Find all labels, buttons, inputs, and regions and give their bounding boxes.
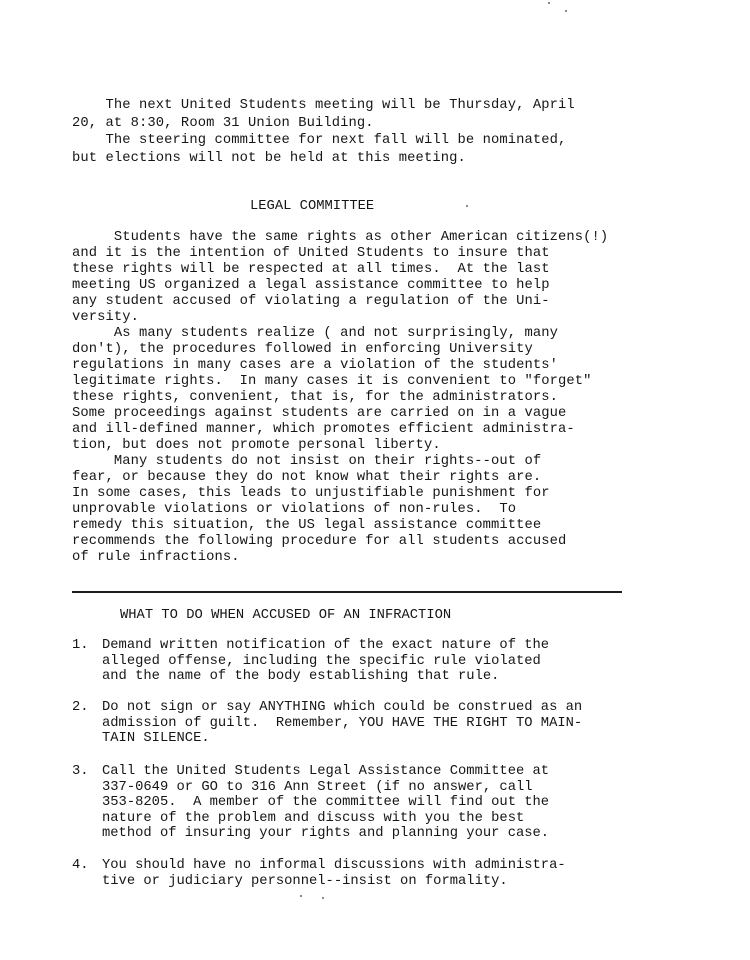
scan-speck: [466, 205, 468, 207]
list-item-number: 4.: [72, 858, 89, 873]
body-line: recommends the following procedure for all students accused: [72, 534, 567, 549]
list-item: [72, 858, 672, 892]
body-line: these rights, convenient, that is, for the administrators.: [72, 390, 559, 405]
body-line: of rule infractions.: [72, 550, 240, 565]
body-line: versity.: [72, 310, 140, 325]
infraction-heading: WHAT TO DO WHEN ACCUSED OF AN INFRACTION: [120, 608, 452, 623]
meeting-line: The steering committee for next fall will be nominated,: [72, 133, 567, 148]
body-line: tion, but does not promote personal liberty.: [72, 438, 441, 453]
list-item-line: method of insuring your rights and planning your case.: [102, 826, 550, 841]
list-item-line: You should have no informal discussions with administra-: [102, 858, 566, 873]
list-item-line: alleged offense, including the specific rule violated: [102, 653, 541, 669]
list-item-line: TAIN SILENCE.: [102, 731, 210, 746]
list-item-number: 2.: [72, 700, 89, 715]
scan-speck: [322, 897, 324, 899]
body-line: Some proceedings against students are carried on in a vague: [72, 406, 567, 421]
list-item-line: Call the United Students Legal Assistance Committee at: [102, 764, 550, 779]
list-item: [72, 764, 672, 844]
scan-speck: [300, 895, 302, 897]
body-line: any student accused of violating a regulation of the Uni-: [72, 294, 550, 309]
body-line: regulations in many cases are a violation of the students': [72, 358, 559, 373]
body-line: fear, or because they do not know what their rights are.: [72, 470, 542, 485]
body-line: As many students realize ( and not surprisingly, many: [72, 326, 559, 341]
list-item-number: 3.: [72, 764, 89, 779]
list-item-line: Do not sign or say ANYTHING which could be construed as an: [102, 700, 583, 715]
list-item-line: admission of guilt. Remember, YOU HAVE THE RIGHT TO MAIN-: [102, 715, 583, 731]
body-line: Students have the same rights as other American citizens(!): [72, 230, 609, 245]
body-line: unprovable violations or violations of non-rules. To: [72, 502, 517, 517]
list-item: [72, 700, 672, 750]
body-line: In some cases, this leads to unjustifiable punishment for: [72, 486, 550, 501]
scan-speck: [565, 10, 567, 12]
list-item-line: nature of the problem and discuss with you the best: [102, 810, 525, 826]
meeting-line: 20, at 8:30, Room 31 Union Building.: [72, 116, 374, 131]
list-item-line: tive or judiciary personnel--insist on formality.: [102, 873, 508, 889]
section-divider: [72, 591, 622, 593]
body-line: don't), the procedures followed in enforcing University: [72, 342, 533, 357]
meeting-line: The next United Students meeting will be Thursday, April: [72, 98, 575, 113]
list-item: [72, 638, 672, 688]
body-line: legitimate rights. In many cases it is convenient to "forget": [72, 374, 592, 389]
scan-speck: [548, 2, 550, 4]
list-item-line: 353-8205. A member of the committee will find out the: [102, 795, 550, 810]
legal-committee-heading: LEGAL COMMITTEE: [250, 199, 375, 214]
body-line: and it is the intention of United Students to insure that: [72, 246, 550, 261]
list-item-line: 337-0649 or GO to 316 Ann Street (if no answer, call: [102, 779, 533, 795]
body-line: these rights will be respected at all times. At the last: [72, 262, 550, 277]
body-line: Many students do not insist on their rights--out of: [72, 454, 542, 469]
body-line: remedy this situation, the US legal assistance committee: [72, 518, 542, 533]
body-line: and ill-defined manner, which promotes efficient administra-: [72, 422, 575, 437]
list-item-number: 1.: [72, 638, 89, 653]
meeting-line: but elections will not be held at this meeting.: [72, 151, 466, 166]
body-line: meeting US organized a legal assistance committee to help: [72, 278, 550, 293]
list-item-line: Demand written notification of the exact nature of the: [102, 638, 550, 653]
list-item-line: and the name of the body establishing that rule.: [102, 669, 500, 684]
